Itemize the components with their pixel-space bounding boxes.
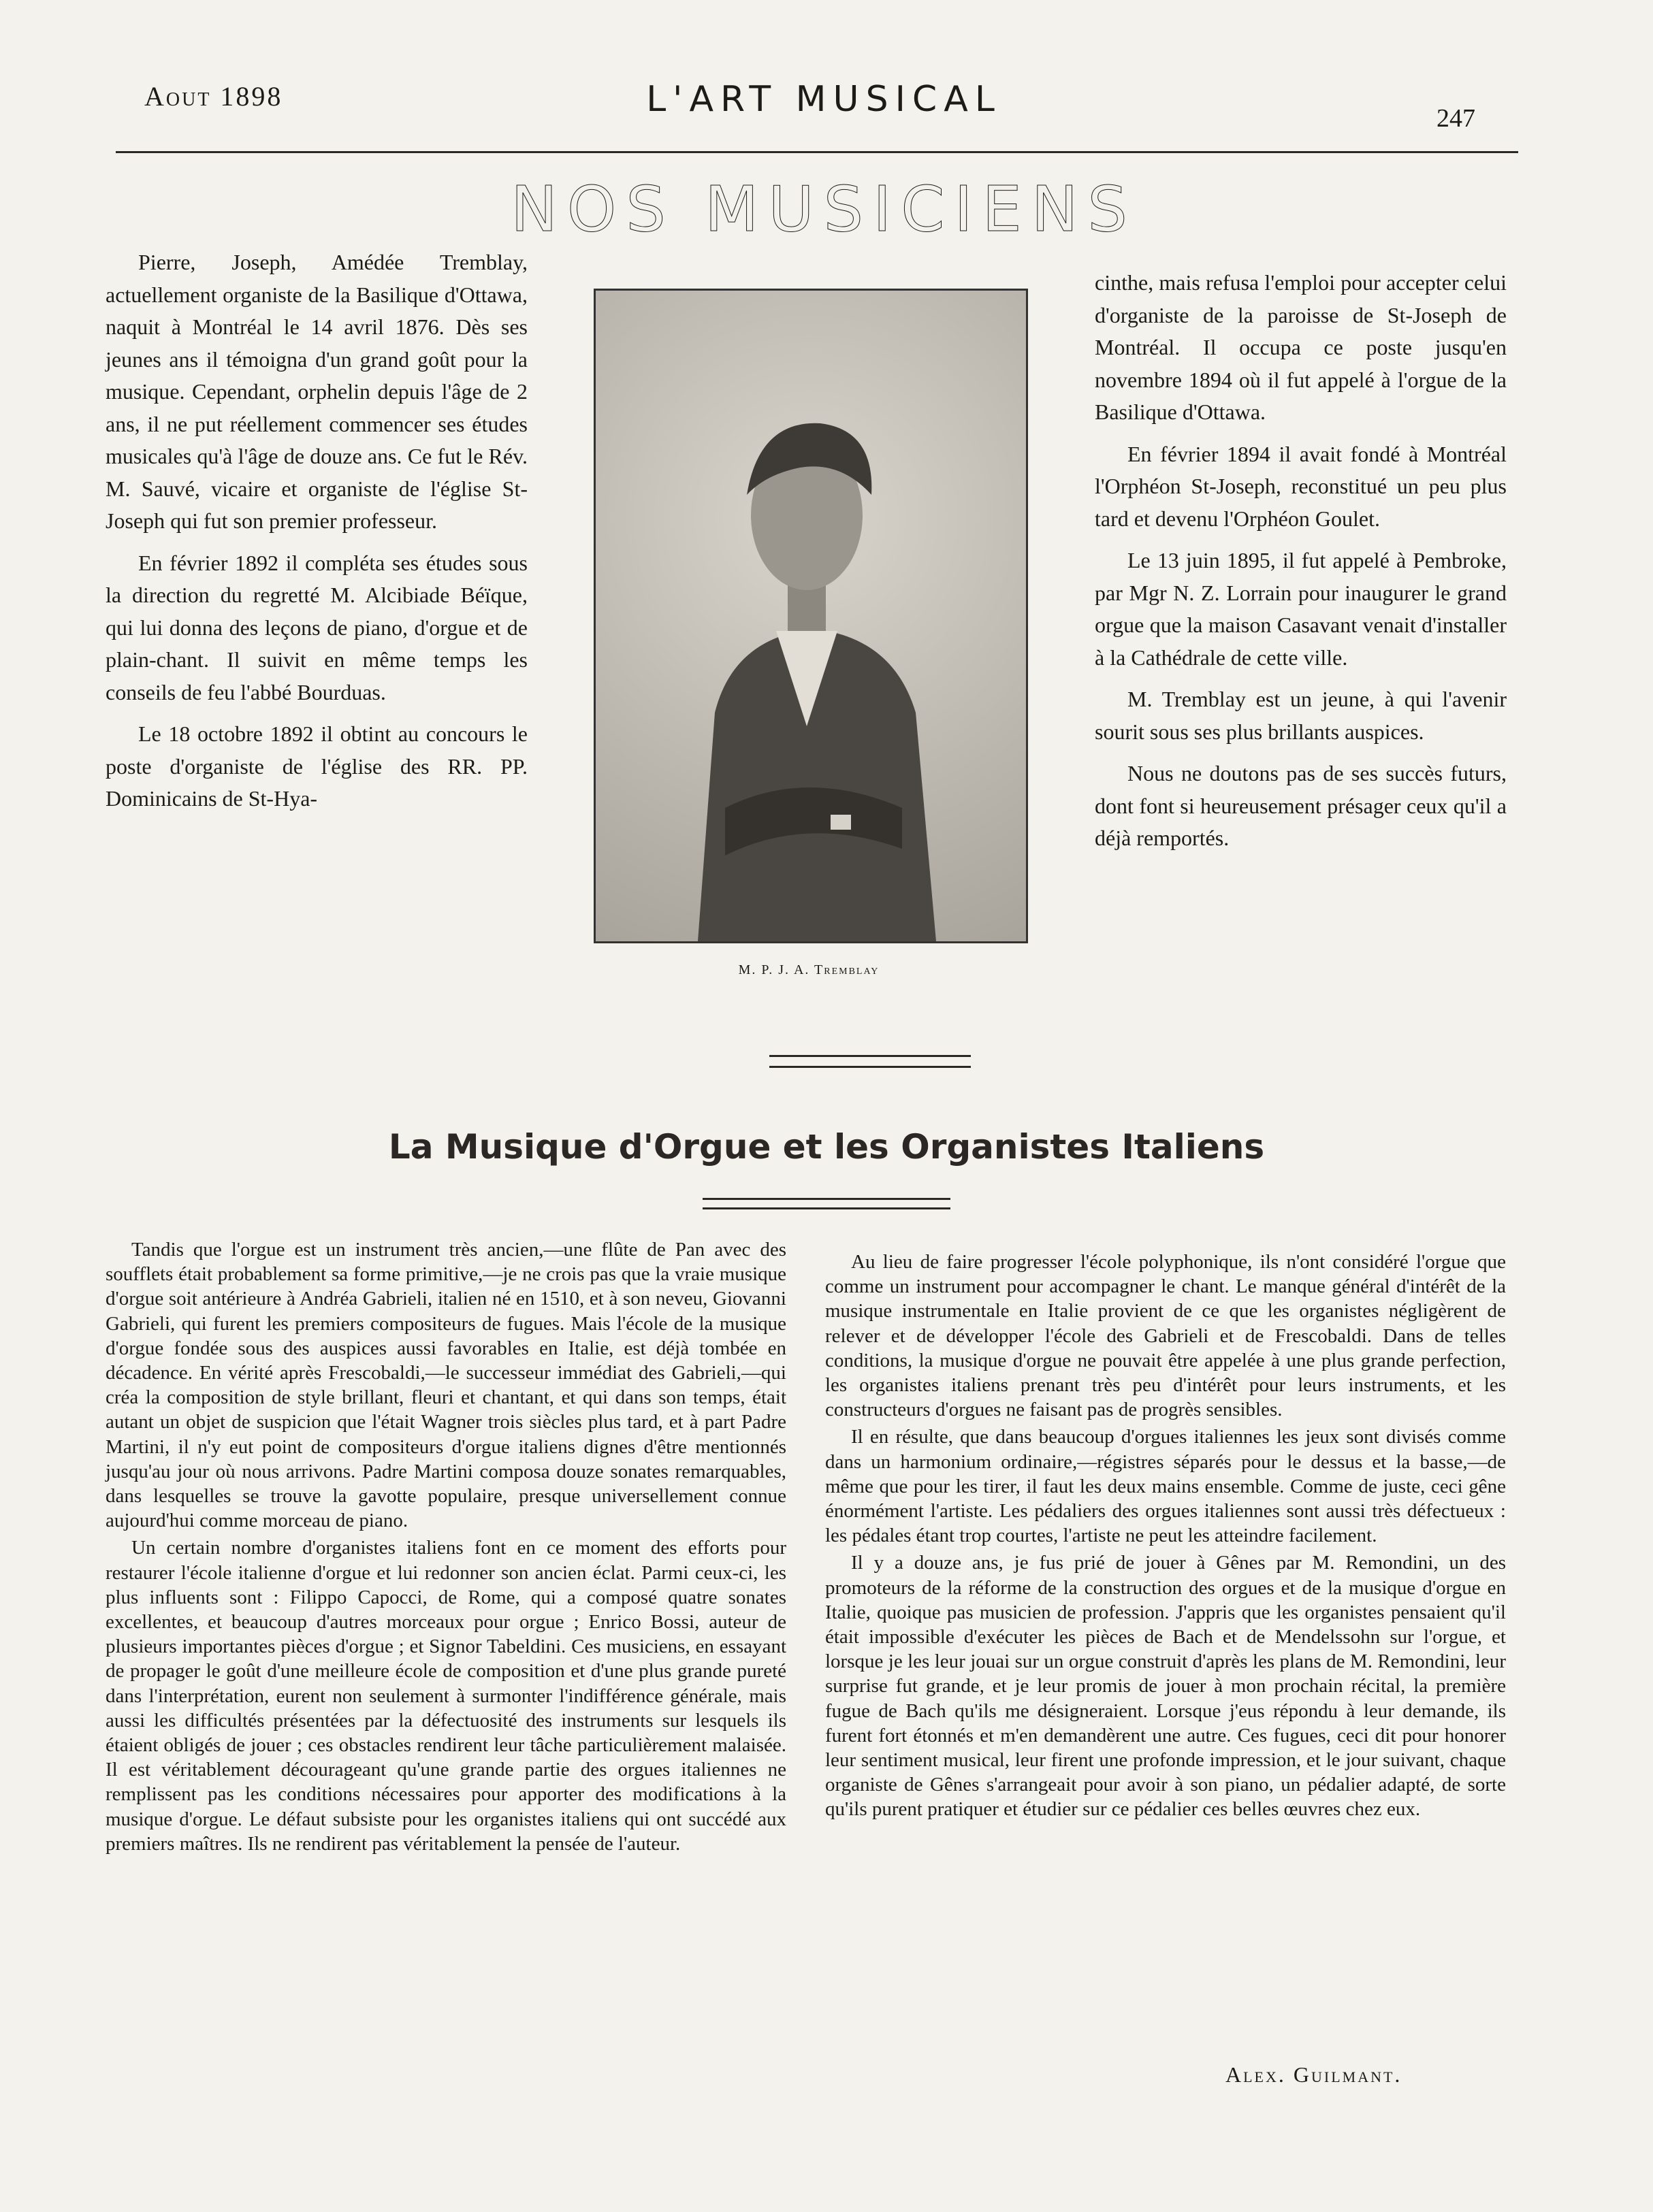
paragraph: Au lieu de faire progresser l'école polyphonique, ils n'ont considéré l'orgue que comme un instrument pour accompagner le chant. Le manque général d'intérêt de la musique instrumentale en Italie provient de ce que les organistes négligèrent de relever et de développer l'école des Gabrieli et de Frescobaldi. Dans de telles conditions, la musique d'orgue ne pouvait être appelée à une plus grande perfection, les organistes italiens prenant très peu d'intérêt pour leurs instruments, et les constructeurs d'orgues ne faisant pas de progrès sensibles. bbox=[825, 1251, 1506, 1421]
portrait-illustration bbox=[596, 291, 1026, 941]
paragraph: En février 1892 il compléta ses études sous la direction du regretté M. Alcibiade Béïque, qui lui donna des leçons de piano, d'orgue et de plain-chant. Il suivit en même temps les conseils de feu l'abbé Bourduas. bbox=[106, 550, 528, 704]
article1-column-left bbox=[106, 246, 528, 825]
section-divider-lower bbox=[769, 1066, 971, 1068]
paragraph: Tandis que l'orgue est un instrument très ancien,—une flûte de Pan avec des soufflets était probablement sa forme primitive,—je ne crois pas que la vraie musique d'orgue soit antérieure à Andréa Gabrieli, italien né en 1510, et à son neveu, Giovanni Gabrieli, qui furent les premiers compositeurs de fugues. Mais l'école de la musique d'orgue fondée sous des auspices aussi favorables en Italie, est déjà tombée en décadence. En vérité après Frescobaldi,—le successeur immédiat des Gabrieli,—qui créa la composition de style brillant, fleuri et chantant, et qui dans son temps, était autant un objet de suspicion que l'était Wagner trois siècles plus tard, et à part Padre Martini, il n'y eut point de compositeurs d'orgue italiens dignes d'être mentionnés jusqu'au jour où nous arrivons. Padre Martini composa douze sonates remarquables, dans lesquelles se trouve la gavotte populaire, presque universellement connue aujourd'hui comme morceau de piano. bbox=[106, 1239, 786, 1532]
paragraph: Le 18 octobre 1892 il obtint au concours le poste d'organiste de l'église des RR. PP. Dominicains de St-Hya- bbox=[106, 721, 528, 811]
article1-column-right bbox=[1095, 267, 1507, 864]
paragraph: M. Tremblay est un jeune, à qui l'avenir sourit sous ses plus brillants auspices. bbox=[1095, 687, 1507, 744]
paragraph: Il en résulte, que dans beaucoup d'orgues italiennes les jeux sont divisés comme dans un harmonium ordinaire,—régistres séparés pour le dessus et la basse,—de même que pour les tirer, il faut les deux mains ensemble. Comme de juste, ceci gêne énormément l'artiste. Les pédaliers des orgues italiennes sont aussi très défectueux : les pédales étant trop courtes, l'artiste ne peut les atteindre facilement. bbox=[825, 1426, 1506, 1547]
paragraph: Le 13 juin 1895, il fut appelé à Pembroke, par Mgr N. Z. Lorrain pour inaugurer le grand orgue que la maison Casavant venait d'installer à la Cathédrale de cette ville. bbox=[1095, 548, 1507, 670]
article-title-nos-musiciens: NOS MUSICIENS bbox=[511, 173, 1137, 246]
article2-column-left bbox=[106, 1237, 786, 1859]
author-signature: Alex. Guilmant. bbox=[1225, 2062, 1402, 2087]
article-title-musique-orgue: La Musique d'Orgue et les Organistes Italiens bbox=[388, 1127, 1265, 1167]
paragraph: En février 1894 il avait fondé à Montréal l'Orphéon St-Joseph, reconstitué un peu plus tard et devenu l'Orphéon Goulet. bbox=[1095, 441, 1507, 531]
paragraph: cinthe, mais refusa l'emploi pour accepter celui d'organiste de la paroisse de St-Joseph de Montréal. Il occupa ce poste jusqu'en novembre 1894 où il fut appelé à l'orgue de la Basilique d'Ottawa. bbox=[1095, 270, 1507, 424]
portrait-photo bbox=[594, 289, 1028, 943]
title-underline-lower bbox=[703, 1207, 950, 1209]
paragraph: Nous ne doutons pas de ses succès futurs, dont font si heureusement présager ceux qu'il a déjà remportés. bbox=[1095, 761, 1507, 850]
header-rule bbox=[116, 151, 1518, 153]
title-underline-upper bbox=[703, 1198, 950, 1200]
paragraph: Pierre, Joseph, Amédée Tremblay, actuellement organiste de la Basilique d'Ottawa, naquit à Montréal le 14 avril 1876. Dès ses jeunes ans il témoigna d'un grand goût pour la musique. Cependant, orphelin depuis l'âge de 2 ans, il ne put réellement commencer ses études musicales qu'à l'âge de douze ans. Ce fut le Rév. M. Sauvé, vicaire et organiste de l'église St-Joseph qui fut son premier professeur. bbox=[106, 250, 528, 533]
article2-column-right bbox=[825, 1250, 1506, 1825]
paragraph: Un certain nombre d'organistes italiens font en ce moment des efforts pour restaurer l'école italienne d'orgue et lui redonner son ancien éclat. Parmi ceux-ci, les plus influents sont : Filippo Capocci, de Rome, qui a composé quatre sonates excellentes, et beaucoup d'autres morceaux pour orgue ; Enrico Bossi, auteur de plusieurs importantes pièces d'orgue ; et Signor Tabeldini. Ces musiciens, en essayant de propager le goût d'une meilleure école de composition et d'une plus grande pureté dans l'interprétation, eurent non seulement à surmonter l'indifférence générale, mais aussi les difficultés présentées par la défectuosité des instruments sur lesquels ils étaient obligés de jouer ; ces obstacles rendirent leur tâche particulièrement malaisée. Il est véritablement décourageant qu'une grande partie des orgues italiennes ne remplissent pas les conditions nécessaires pour apporter des modifications à la musique d'orgue. Le défaut subsiste pour les organistes italiens qui ont succédé aux premiers maîtres. Ils ne rendirent pas véritablement la pensée de l'auteur. bbox=[106, 1537, 786, 1855]
issue-date: Aout 1898 bbox=[144, 81, 283, 112]
paragraph: Il y a douze ans, je fus prié de jouer à Gênes par M. Remondini, un des promoteurs de la réforme de la construction des orgues et de la musique d'orgue en Italie, quoique pas musicien de profession. J'appris que les organistes pensaient qu'il était impossible d'exécuter les pièces de Bach et de Mendelssohn sur l'orgue, et lorsque je les leur jouai sur un orgue construit d'après les plans de M. Remondini, leur surprise fut grande, et je leur promis de jouer à mon prochain récital, la première fugue de Bach qu'ils me désigneraient. Lorsque j'eus répondu à leur demande, ils furent fort étonnés et m'en demandèrent une autre. Ces fugues, ceci dit pour honorer leur sentiment musical, leur firent une profonde impression, et le jour suivant, chaque organiste de Gênes s'arrangeait pour avoir à son piano, un pédalier adapté, de sorte qu'ils purent pratiquer et étudier sur ce pédalier ces belles œuvres chez eux. bbox=[825, 1552, 1506, 1821]
section-divider-upper bbox=[769, 1055, 971, 1057]
journal-title: L'ART MUSICAL bbox=[646, 79, 1001, 120]
page-number: 247 bbox=[1437, 104, 1475, 133]
photo-caption: M. P. J. A. Tremblay bbox=[738, 962, 880, 977]
